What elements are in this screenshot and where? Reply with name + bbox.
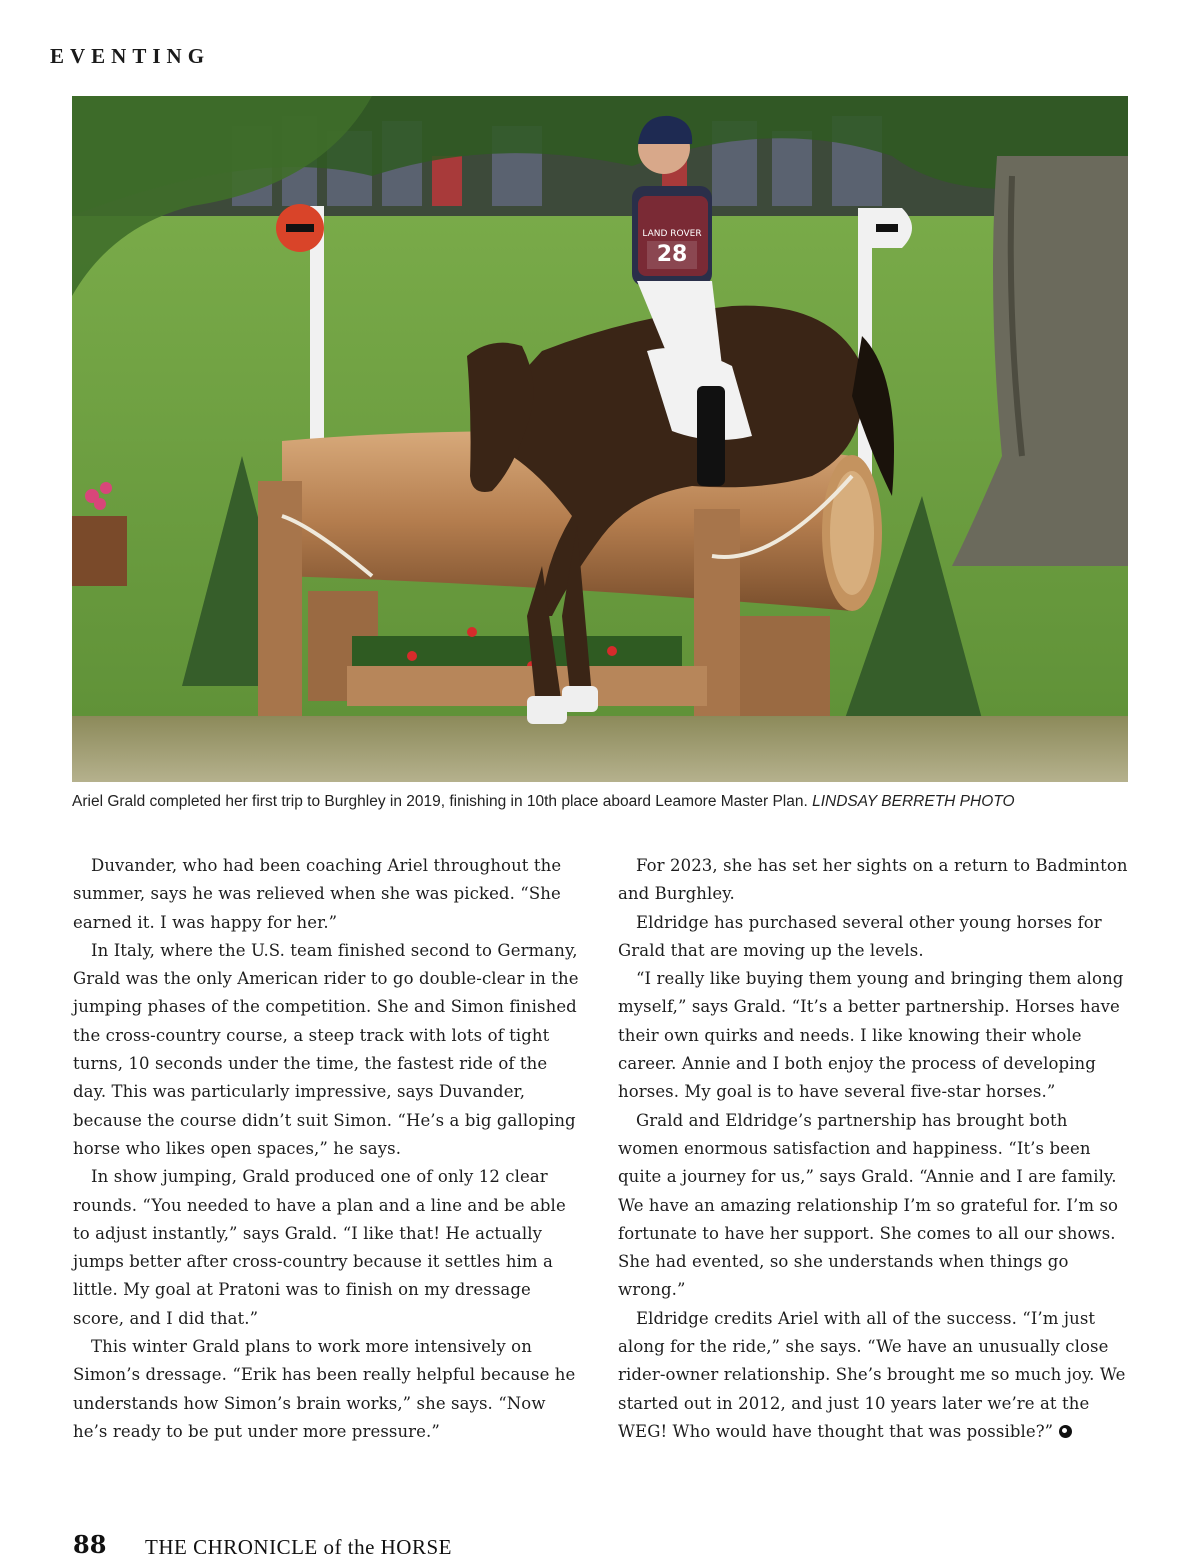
article-paragraph-last	[618, 1305, 1130, 1446]
caption-text: Ariel Grald completed her first trip to Burghley in 2019, finishing in 10th place aboard Leamore Master Plan.	[72, 793, 813, 810]
article-photo	[72, 96, 1128, 782]
article-paragraph: For 2023, she has set her sights on a return to Badminton and Burghley.	[618, 856, 1128, 904]
bib-number: 28	[656, 242, 688, 267]
page-number: 88	[73, 1530, 107, 1559]
article-paragraph: In Italy, where the U.S. team finished second to Germany, Grald was the only American rider to go double-clear in the jumping phases of the competition. She and Simon finished the cross-country course, a steep track with lots of tight turns, 10 seconds under the time, the fastest ride of the day. This was particularly impressive, says Duvander, because the course didn’t suit Simon. “He’s a big galloping horse who likes open spaces,” he says.	[73, 940, 579, 1158]
article-paragraph: “I really like buying them young and bringing them along myself,” says Grald. “It’s a better partnership. Horses have their own quirks and needs. I like knowing their whole career. Annie and I both enjoy the process of developing horses. My goal is to have several five-star horses.”	[618, 969, 1124, 1102]
article-paragraph-text: Eldridge credits Ariel with all of the success. “I’m just along for the ride,” she says. “We have an unusually close rider-owner relationship. She’s brought me so much joy. We started out in 2012, and just 10 years later we’re at the WEG! Who would have thought that was possible?”	[618, 1308, 1126, 1441]
article-paragraph: In show jumping, Grald produced one of only 12 clear rounds. “You needed to have a plan and a line and be able to adjust instantly,” says Grald. “I like that! He actually jumps better after cross-country because it settles him a little. My goal at Pratoni was to finish on my dressage score, and I did that.”	[73, 1167, 566, 1328]
article-paragraph: This winter Grald plans to work more intensively on Simon’s dressage. “Erik has been really helpful because he understands how Simon’s brain works,” she says. “Now he’s ready to be put under more pressure.”	[73, 1337, 576, 1441]
photo-caption	[72, 793, 1132, 811]
article-paragraph: Duvander, who had been coaching Ariel throughout the summer, says he was relieved when she was picked. “She earned it. I was happy for her.”	[73, 856, 562, 932]
article-paragraph: Grald and Eldridge’s partnership has brought both women enormous satisfaction and happiness. “It’s been quite a journey for us,” says Grald. “Annie and I are family. We have an amazing relationship I’m so grateful for. I’m so fortunate to have her support. She comes to all our shows. She had evented, so she understands when things go wrong.”	[618, 1110, 1119, 1300]
section-label: EVENTING	[50, 44, 211, 68]
article-column-right	[618, 852, 1130, 1446]
end-of-article-icon	[1059, 1425, 1072, 1438]
article-column-left	[73, 852, 585, 1446]
magazine-logo: THE CHRONICLE of the HORSE	[145, 1535, 452, 1559]
article-paragraph: Eldridge has purchased several other young horses for Grald that are moving up the levels.	[618, 912, 1102, 960]
vest-sponsor-text: LAND ROVER	[642, 229, 702, 239]
photo-credit: LINDSAY BERRETH PHOTO	[812, 793, 1015, 810]
